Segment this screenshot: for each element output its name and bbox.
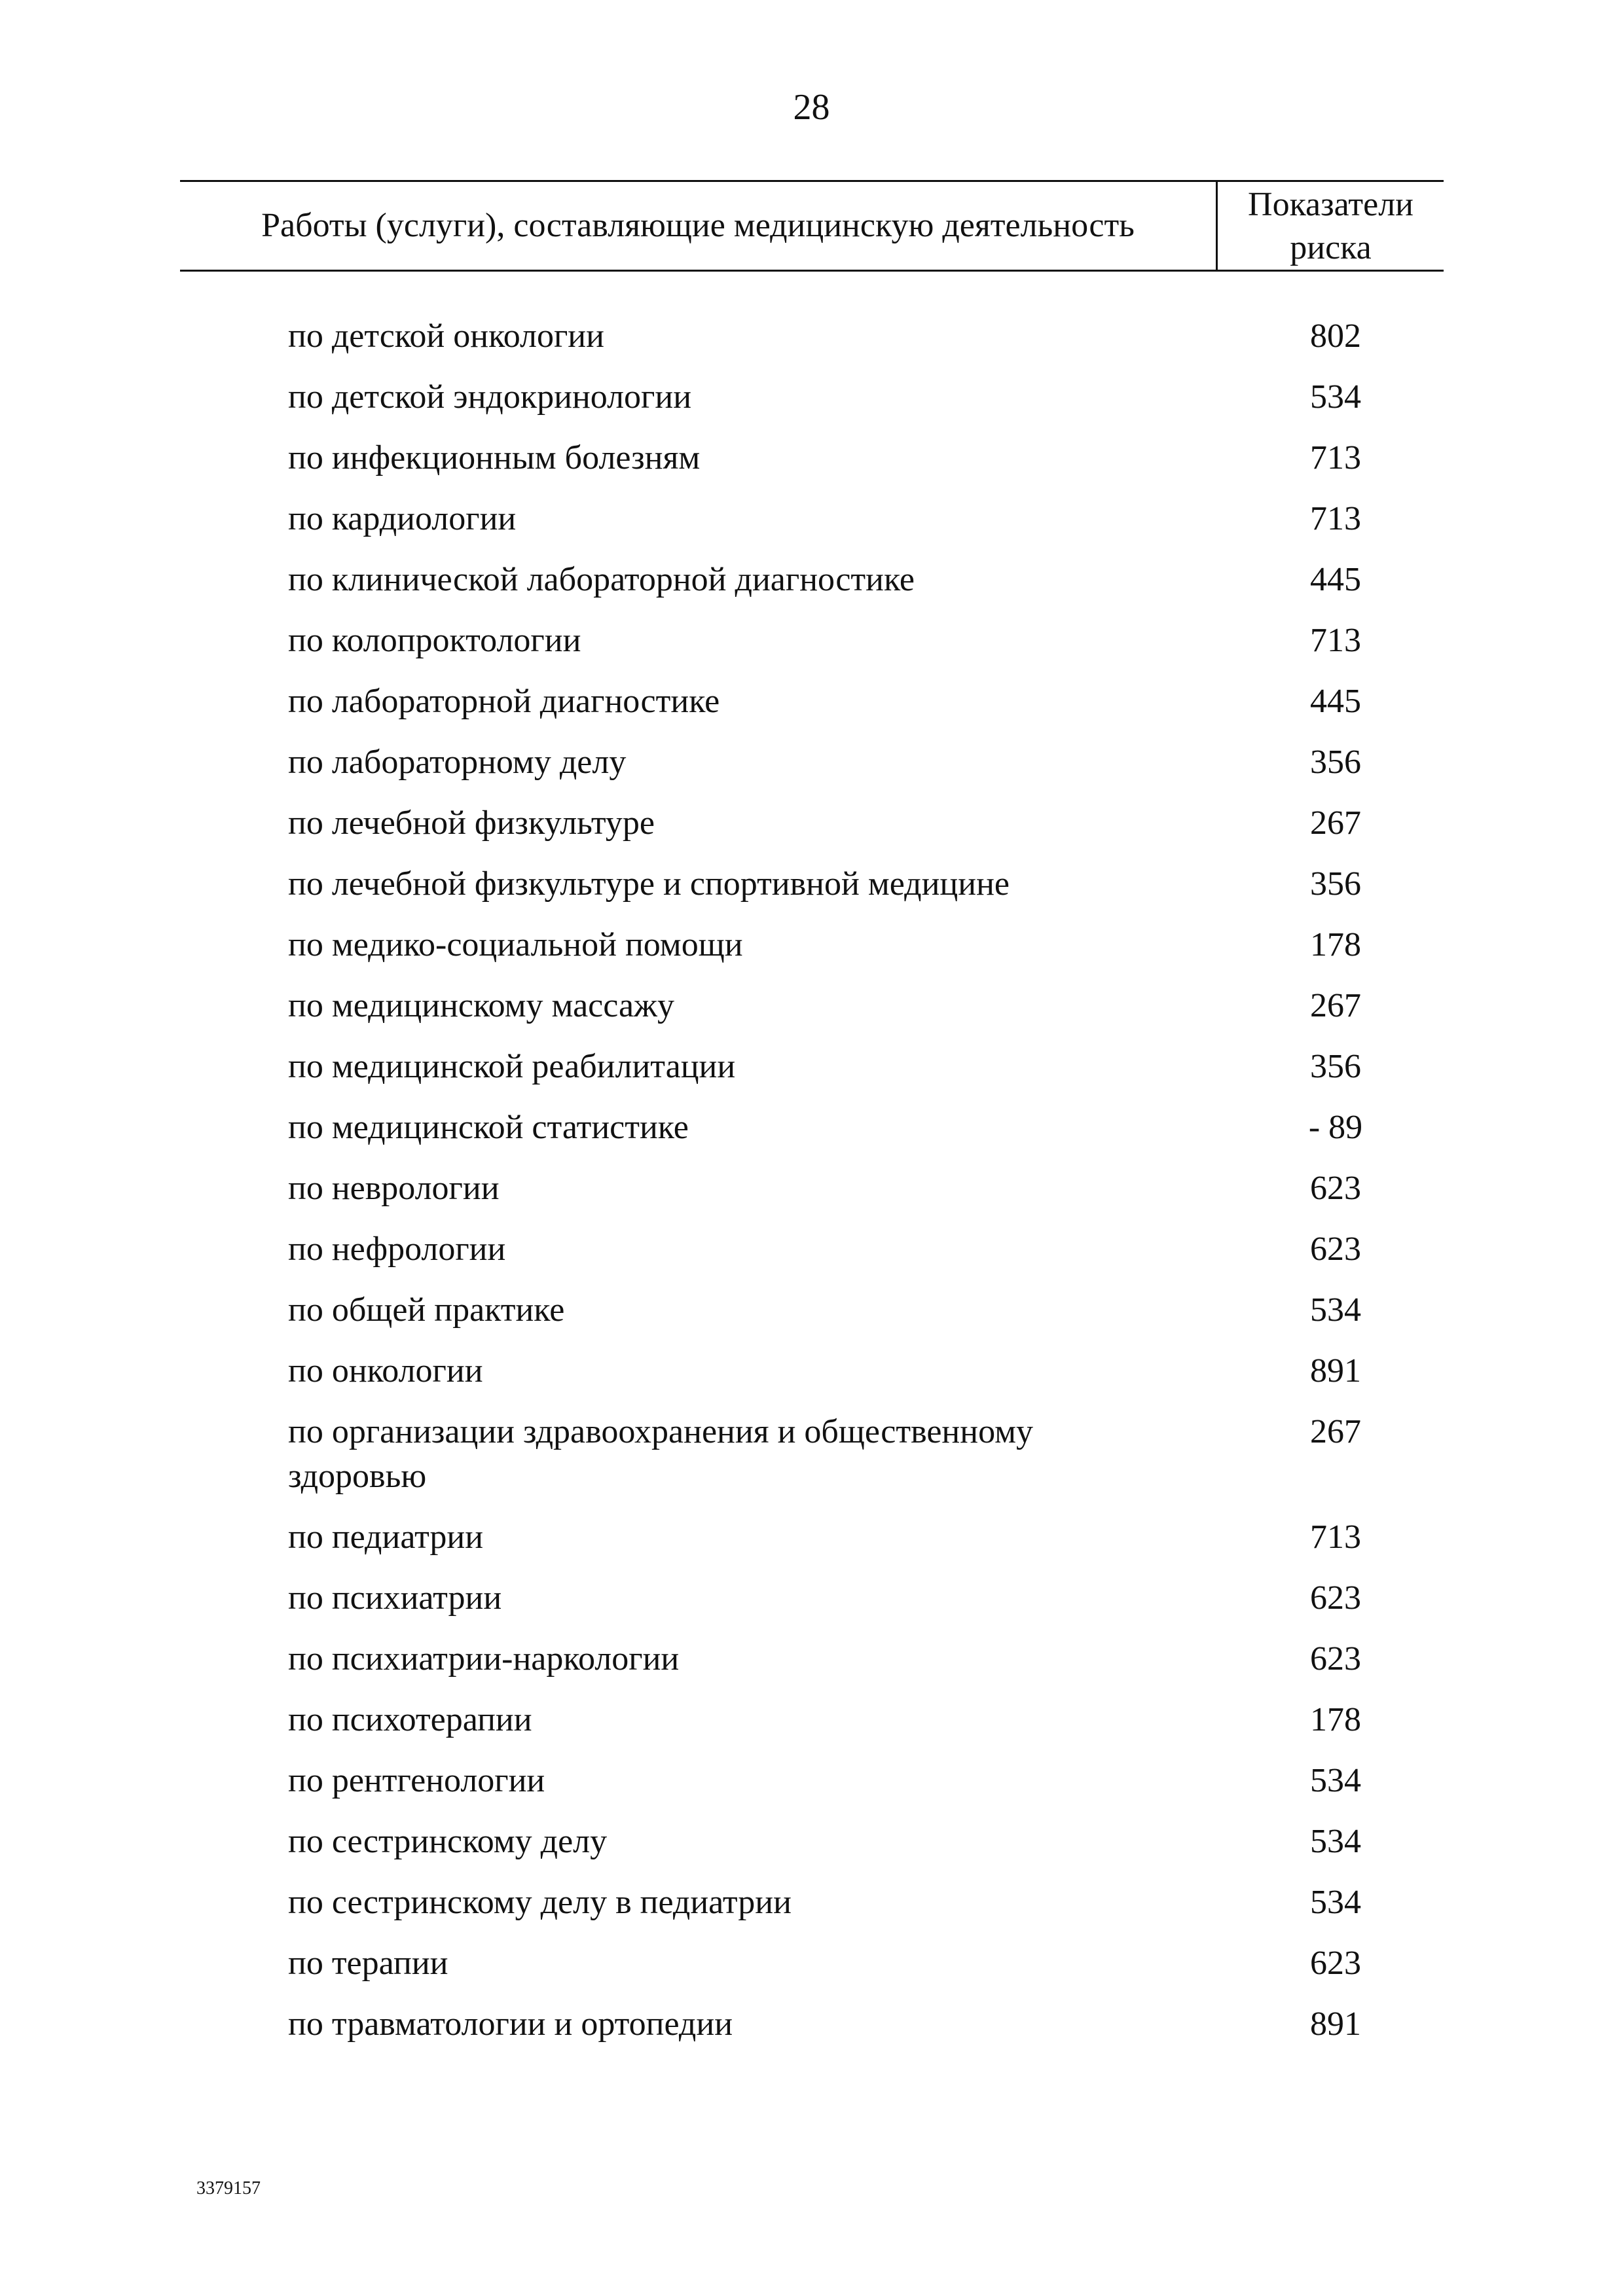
row-label: по нефрологии — [288, 1230, 506, 1268]
row-label: по детской эндокринологии — [288, 378, 692, 416]
row-label: по лабораторной диагностике — [288, 683, 720, 720]
table-row — [0, 1880, 1623, 1941]
row-label: по рентгенологии — [288, 1762, 545, 1799]
table-row — [0, 984, 1623, 1045]
row-value: 445 — [1310, 683, 1361, 720]
row-label: по психиатрии — [288, 1579, 502, 1617]
document-code: 3379157 — [196, 2178, 261, 2198]
table-row — [0, 558, 1623, 619]
table-row — [0, 1637, 1623, 1698]
row-label: по клинической лабораторной диагностике — [288, 561, 915, 598]
header-risk-line2: риска — [1290, 229, 1372, 266]
row-value: 623 — [1310, 1640, 1361, 1677]
row-value: 534 — [1310, 1823, 1361, 1860]
table-row — [0, 1410, 1623, 1515]
table-header — [180, 180, 1444, 272]
row-value: 356 — [1310, 865, 1361, 903]
table-row — [0, 1227, 1623, 1288]
row-label: по общей практике — [288, 1291, 565, 1329]
row-value: 534 — [1310, 378, 1361, 416]
table-row — [0, 1105, 1623, 1166]
row-label: по педиатрии — [288, 1518, 484, 1556]
table-row — [0, 1759, 1623, 1820]
row-value: 534 — [1310, 1884, 1361, 1921]
table-row — [0, 1349, 1623, 1410]
row-value: 713 — [1310, 439, 1361, 476]
row-value: 267 — [1310, 1413, 1361, 1450]
table-body — [0, 314, 1623, 2063]
table-row — [0, 801, 1623, 862]
row-label: по психиатрии-наркологии — [288, 1640, 680, 1677]
row-value: 356 — [1310, 1048, 1361, 1085]
row-value: 356 — [1310, 744, 1361, 781]
row-label: по медицинскому массажу — [288, 987, 674, 1024]
table-row — [0, 375, 1623, 436]
row-label: по инфекционным болезням — [288, 439, 701, 476]
table-row — [0, 314, 1623, 375]
row-label: по детской онкологии — [288, 317, 604, 355]
row-value: 445 — [1310, 561, 1361, 598]
table-row — [0, 619, 1623, 679]
table-row — [0, 497, 1623, 558]
row-value: 713 — [1310, 1518, 1361, 1556]
header-risk-column — [1218, 182, 1444, 270]
table-row — [0, 740, 1623, 801]
row-label: по неврологии — [288, 1170, 500, 1207]
table-row — [0, 862, 1623, 923]
table-row — [0, 923, 1623, 984]
row-label: по медицинской реабилитации — [288, 1048, 736, 1085]
row-label: по лечебной физкультуре — [288, 804, 655, 842]
row-label: по лечебной физкультуре и спортивной медицине — [288, 865, 1010, 903]
table-row — [0, 1515, 1623, 1576]
row-value: 178 — [1310, 926, 1361, 963]
row-value: 623 — [1310, 1230, 1361, 1268]
table-row — [0, 1166, 1623, 1227]
row-value: 891 — [1310, 1352, 1361, 1390]
row-label: по кардиологии — [288, 500, 517, 537]
row-value: 623 — [1310, 1945, 1361, 1982]
row-label: по терапии — [288, 1945, 448, 1982]
row-label: по лабораторному делу — [288, 744, 627, 781]
row-label: по сестринскому делу в педиатрии — [288, 1884, 792, 1921]
table-row — [0, 1576, 1623, 1637]
row-label: по колопроктологии — [288, 622, 581, 659]
page-number: 28 — [793, 87, 830, 128]
table-row — [0, 679, 1623, 740]
table-row — [0, 1820, 1623, 1880]
row-label: по медико-социальной помощи — [288, 926, 743, 963]
row-value: 802 — [1310, 317, 1361, 355]
row-value: - 89 — [1308, 1109, 1363, 1146]
row-label: по организации здравоохранения и общественному здоровью — [288, 1413, 1034, 1495]
table-row — [0, 2002, 1623, 2063]
header-works-column: Работы (услуги), составляющие медицинскую деятельность — [180, 182, 1218, 270]
table-row — [0, 1288, 1623, 1349]
row-value: 623 — [1310, 1170, 1361, 1207]
row-value: 534 — [1310, 1291, 1361, 1329]
row-value: 891 — [1310, 2005, 1361, 2043]
row-label: по сестринскому делу — [288, 1823, 608, 1860]
row-label: по психотерапии — [288, 1701, 532, 1738]
row-value: 178 — [1310, 1701, 1361, 1738]
table-row — [0, 436, 1623, 497]
table-row — [0, 1045, 1623, 1105]
row-value: 534 — [1310, 1762, 1361, 1799]
row-label: по медицинской статистике — [288, 1109, 689, 1146]
header-risk-line1: Показатели — [1248, 186, 1413, 223]
row-label: по онкологии — [288, 1352, 483, 1390]
row-value: 623 — [1310, 1579, 1361, 1617]
row-value: 713 — [1310, 500, 1361, 537]
table-row — [0, 1698, 1623, 1759]
row-value: 267 — [1310, 804, 1361, 842]
row-value: 713 — [1310, 622, 1361, 659]
table-row — [0, 1941, 1623, 2002]
row-value: 267 — [1310, 987, 1361, 1024]
row-label: по травматологии и ортопедии — [288, 2005, 733, 2043]
